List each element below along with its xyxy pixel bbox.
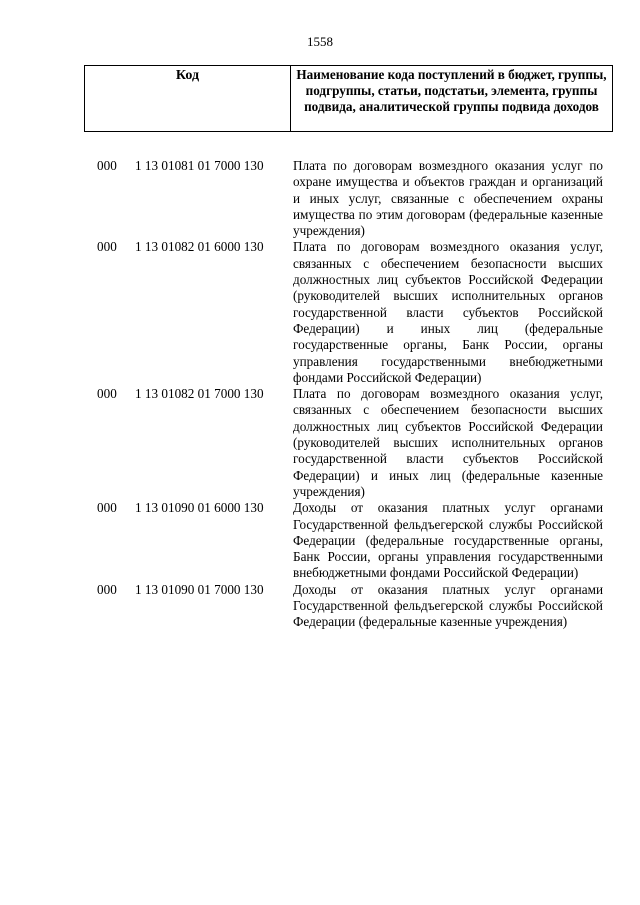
row-admin-code: 000 [97,500,117,516]
table-row [97,500,607,581]
table-row [97,239,607,386]
row-revenue-code: 1 13 01082 01 6000 130 [135,239,264,255]
header-code-label: Код [85,66,291,131]
table-row [97,582,607,631]
row-revenue-code: 1 13 01082 01 7000 130 [135,386,264,402]
row-revenue-code: 1 13 01090 01 7000 130 [135,581,264,597]
table-row [97,158,607,239]
row-admin-code: 000 [97,158,117,173]
row-revenue-code: 1 13 01090 01 6000 130 [135,500,264,516]
row-description: Доходы от оказания платных услуг органами Государственной фельдъегерской службы Российской Федерации (федеральные казенные учреждения) [293,581,603,630]
table-header [84,65,613,132]
row-description: Плата по договорам возмездного оказания услуг, связанных с обеспечением безопасности высших должностных лиц субъектов Российской Федерации (руководителей высших исполнительных органов государственной власти субъектов Российской Федерации) и иных лиц (федеральные казенные учреждения) [293,386,603,499]
row-description: Доходы от оказания платных услуг органами Государственной фельдъегерской службы Российской Федерации (федеральные государственные органы, Банк России, органы управления государственными внебюджетными фондами Российской Федерации) [293,500,603,581]
row-admin-code: 000 [97,239,117,255]
row-revenue-code: 1 13 01081 01 7000 130 [135,158,264,173]
table-body [97,158,607,631]
table-row [97,386,607,500]
header-name-label: Наименование кода поступлений в бюджет, группы, подгруппы, статьи, подстатьи, элемента, группы подвида, аналитической группы подвида доходов [296,67,607,114]
page-number: 1558 [307,34,333,49]
row-admin-code: 000 [97,386,117,402]
row-admin-code: 000 [97,581,117,597]
row-description: Плата по договорам возмездного оказания услуг по охране имущества и объектов граждан и организаций и иных услуг, связанные с обеспечением охраны имущества по этим договорам (федеральные казенные учреждения) [293,158,603,239]
row-description: Плата по договорам возмездного оказания услуг, связанных с обеспечением безопасности высших должностных лиц субъектов Российской Федерации (руководителей высших исполнительных органов государственной власти субъектов Российской Федерации) и иных лиц (федеральные государственные органы, Банк России, органы управления государственными внебюджетными фондами Российской Федерации) [293,239,603,385]
